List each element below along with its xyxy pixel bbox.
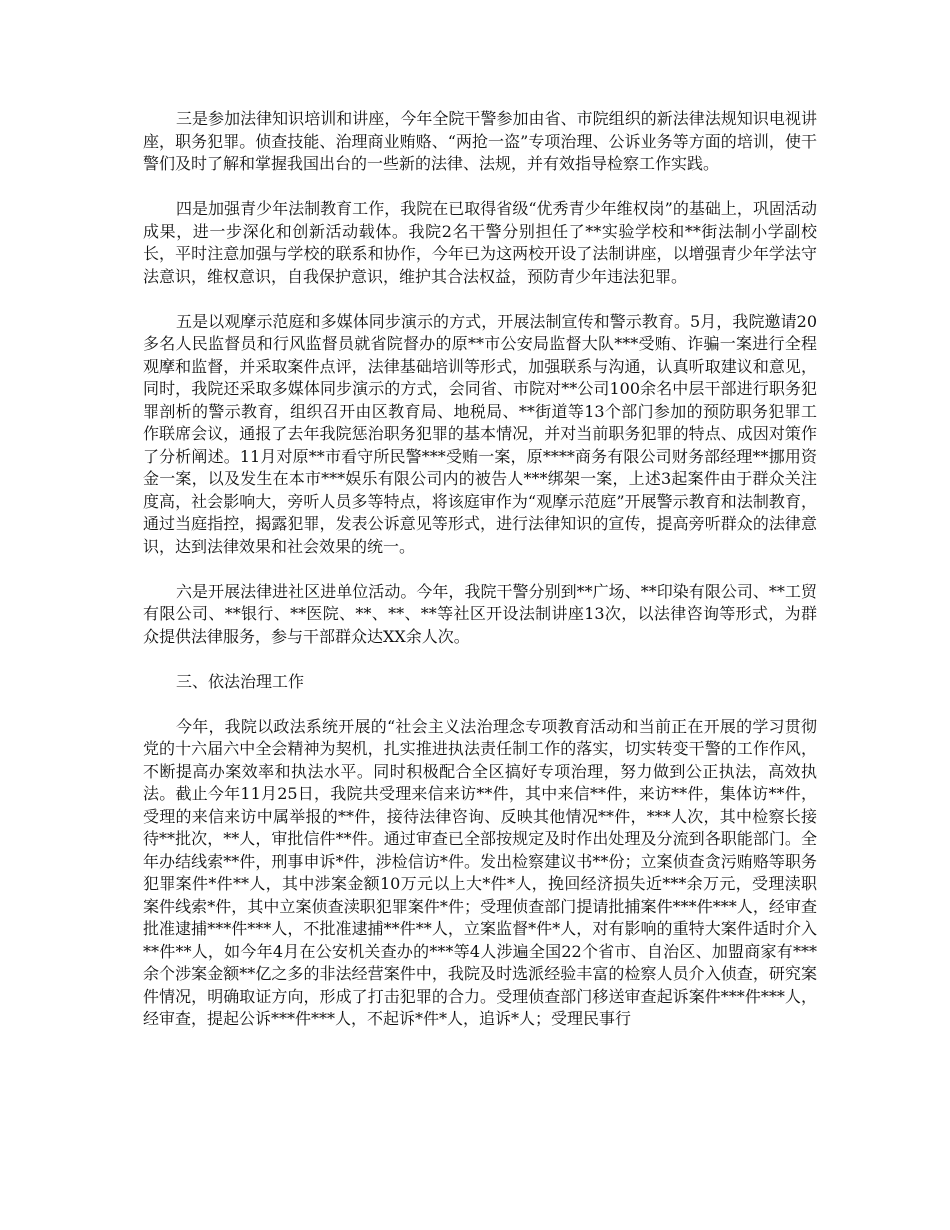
paragraph-governance-work: 今年，我院以政法系统开展的“社会主义法治理念专项教育活动和当前正在开展的学习贯彻党的十六届六中全会精神为契机，扎实推进执法责任制工作的落实，切实转变干警的工作作风，不断提高办案效率和执法水平。同时积极配合全区搞好专项治理，努力做到公正执法，高效执法。截止今年11月25日，我院共受理来信来访**件，其中来信**件，来访**件，集体访**件，受理的来信来访中属举报的**件，接待法律咨询、反映其他情况**件，***人次，其中检察长接待**批次，**人，审批信件**件。通过审查已全部按规定及时作出处理及分流到各职能部门。全年办结线索**件，刑事申诉*件，涉检信访*件。发出检察建议书**份；立案侦查贪污贿赂等职务犯罪案件*件**人，其中涉案金额10万元以上大*件*人，挽回经济损失近***余万元，受理渎职案件线索*件，其中立案侦查渎职犯罪案件*件；受理侦查部门提请批捕案件***件***人，经审查批准逮捕***件***人，不批准逮捕**件**人，立案监督*件*人，对有影响的重特大案件适时介入**件**人，如今年4月在公安机关查办的***等4人涉遍全国22个省市、自治区、加盟商家有***余个涉案金额**亿之多的非法经营案件中，我院及时选派经验丰富的检察人员介入侦查，研究案件情况，明确取证方向，形成了打击犯罪的合力。受理侦查部门移送审查起诉案件***件***人，经审查，提起公诉***件***人，不起诉*件*人，追诉*人；受理民事行 <box>143 716 817 1028</box>
paragraph-legal-training: 三是参加法律知识培训和讲座，今年全院干警参加由省、市院组织的新法律法规知识电视讲座，职务犯罪。侦查技能、治理商业贿赂、“两抢一盗”专项治理、公诉业务等方面的培训，使干警们及时了解和掌握我国出台的一些新的法律、法规，并有效指导检察工作实践。 <box>143 109 817 173</box>
paragraph-community-outreach: 六是开展法律进社区进单位活动。今年，我院干警分别到**广场、**印染有限公司、**工贸有限公司、**银行、**医院、**、**、**等社区开设法制讲座13次，以法律咨询等形式，为群众提供法律服务，参与干部群众达XX余人次。 <box>143 581 817 646</box>
paragraph-youth-legal-education: 四是加强青少年法制教育工作，我院在已取得省级“优秀青少年维权岗”的基础上，巩固活动成果，进一步深化和创新活动载体。我院2名干警分别担任了**实验学校和**街法制小学副校长，平时注意加强与学校的联系和协作，今年已为这两校开设了法制讲座，以增强青少年学法守法意识，维权意识，自我保护意识，维护其合法权益，预防青少年违法犯罪。 <box>143 199 817 286</box>
document-page <box>143 108 817 1053</box>
paragraph-demonstration-court: 五是以观摩示范庭和多媒体同步演示的方式，开展法制宣传和警示教育。5月，我院邀请20多名人民监督员和行风监督员就省院督办的原**市公安局监督大队***受贿、诈骗一案进行全程观摩和监督，并采取案件点评，法律基础培训等形式，加强联系与沟通，认真听取建议和意见，同时，我院还采取多媒体同步演示的方式，会同省、市院对**公司100余名中层干部进行职务犯罪剖析的警示教育，组织召开由区教育局、地税局、**街道等13个部门参加的预防职务犯罪工作联席会议，通报了去年我院惩治职务犯罪的基本情况，并对当前职务犯罪的特点、成因对策作了分析阐述。11月对原**市看守所民警***受贿一案，原****商务有限公司财务部经理**挪用资金一案，以及发生在本市***娱乐有限公司内的被告人***绑架一案，上述3起案件由于群众关注度高，社会影响大，旁听人员多等特点，将该庭审作为“观摩示范庭”开展警示教育和法制教育，通过当庭指控，揭露犯罪，发表公诉意见等形式，进行法律知识的宣传，提高旁听群众的法律意识，达到法律效果和社会效果的统一。 <box>143 311 817 556</box>
section-heading: 三、依法治理工作 <box>176 671 305 691</box>
